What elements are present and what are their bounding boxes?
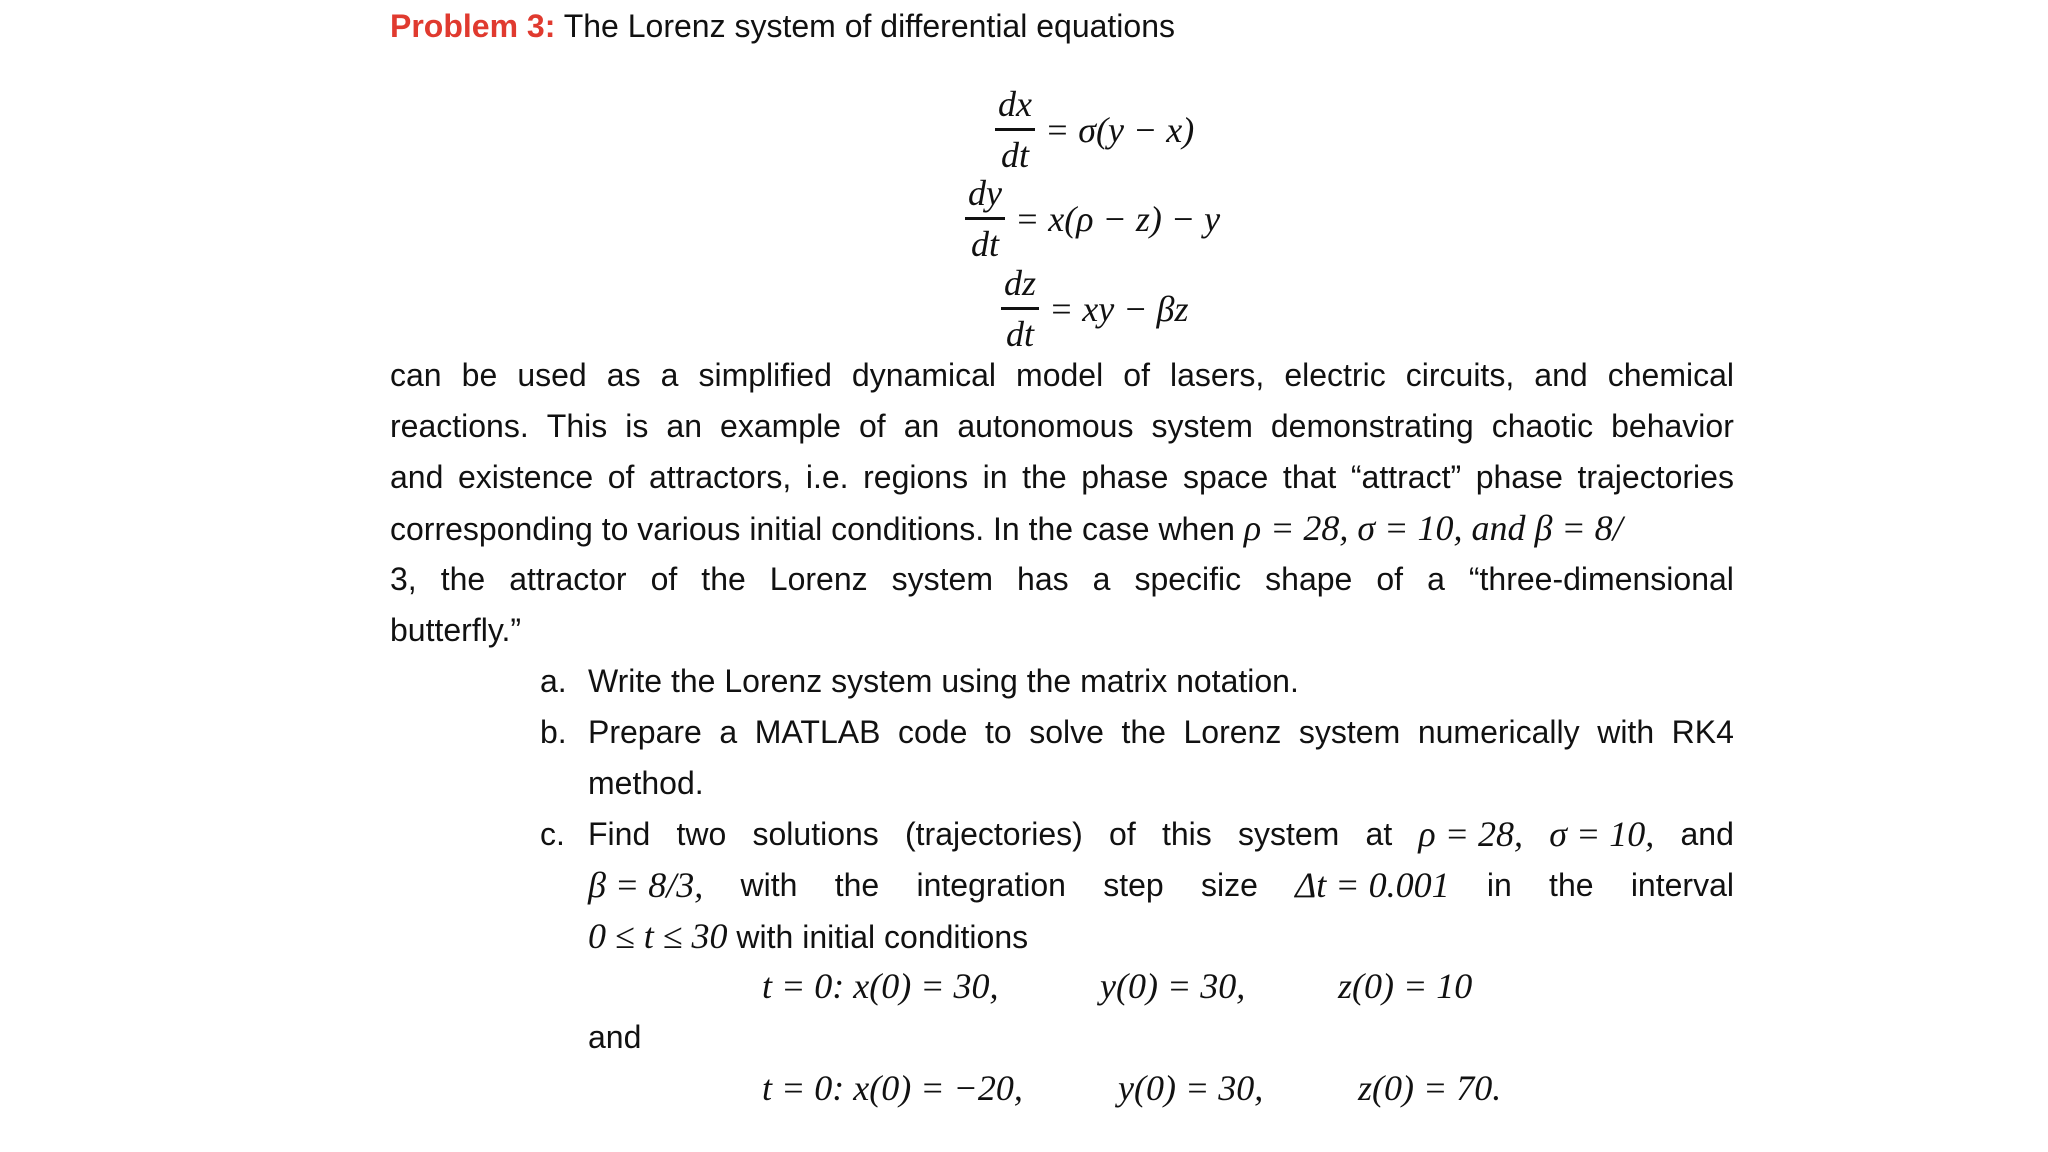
paragraph-line — [390, 401, 1734, 452]
fraction-denominator: dt — [1000, 135, 1029, 175]
word: an — [903, 408, 940, 444]
word: regions — [863, 459, 969, 495]
equation-dy — [965, 171, 1220, 266]
word: a — [1092, 561, 1111, 597]
word: system — [1298, 714, 1401, 750]
problem-heading — [390, 6, 1175, 46]
paragraph-text: butterfly.” — [390, 612, 521, 648]
word: dynamical — [851, 357, 996, 393]
word: system — [1237, 816, 1340, 852]
word: MATLAB — [754, 714, 881, 750]
word: system — [891, 561, 993, 597]
word: in — [1486, 867, 1512, 903]
word: the — [1022, 459, 1067, 495]
word: solve — [1029, 714, 1104, 750]
word: an — [666, 408, 702, 444]
paragraph-line — [390, 554, 1734, 605]
word: phase — [1475, 459, 1563, 495]
word: of — [650, 561, 678, 597]
fraction-denominator: dt — [970, 224, 999, 264]
fraction-dy-dt — [965, 171, 1005, 266]
word: that — [1282, 459, 1337, 495]
word: has — [1017, 561, 1069, 597]
word: interval — [1630, 867, 1734, 903]
word: the — [1549, 867, 1594, 903]
condition-1-y: y(0) = 30, — [1100, 966, 1246, 1006]
word: example — [720, 408, 841, 444]
word: step — [1103, 867, 1164, 903]
word: a — [719, 714, 738, 750]
word: Lorenz — [1183, 714, 1282, 750]
fraction-dx-dt — [995, 82, 1035, 177]
equation-rhs: = xy − βz — [1049, 288, 1189, 329]
paragraph-line — [390, 605, 1734, 656]
word: “three-dimensional — [1468, 561, 1734, 597]
word: (trajectories) — [905, 816, 1083, 852]
word: can — [390, 357, 442, 393]
list-item-text: Write the Lorenz system using the matrix notation. — [588, 663, 1299, 699]
paragraph-line — [390, 452, 1734, 503]
word: phase — [1081, 459, 1169, 495]
fraction-dz-dt — [1001, 261, 1039, 356]
list-item-line — [588, 809, 1734, 860]
condition-2-t: t = 0: x(0) = −20, — [762, 1068, 1023, 1108]
list-item-line — [588, 860, 1734, 911]
paragraph-line — [390, 503, 1734, 554]
parameter-values: ρ = 28, σ = 10, and β = 8/ — [1243, 508, 1623, 548]
word: autonomous — [957, 408, 1134, 444]
list-item-body — [588, 809, 1734, 962]
equation-rhs: = x(ρ − z) − y — [1014, 198, 1221, 239]
word: trajectories — [1577, 459, 1734, 495]
word: demonstrating — [1270, 408, 1474, 444]
word: two — [676, 816, 727, 852]
word: a — [1427, 561, 1445, 597]
fraction-denominator: dt — [1006, 314, 1035, 354]
word: existence — [457, 459, 594, 495]
word: of — [1123, 357, 1150, 393]
word: in — [982, 459, 1008, 495]
word: as — [606, 357, 641, 393]
condition-2-z: z(0) = 70. — [1358, 1068, 1502, 1108]
condition-1-z: z(0) = 10 — [1338, 966, 1473, 1006]
word: the — [440, 561, 486, 597]
paragraph-line — [390, 350, 1734, 401]
interval-math: 0 ≤ t ≤ 30 — [588, 916, 728, 956]
list-item-line — [588, 707, 1734, 758]
word: is — [625, 408, 649, 444]
word: integration — [916, 867, 1066, 903]
word: solutions — [752, 816, 879, 852]
list-item-body — [588, 707, 1734, 809]
equation-rhs: = σ(y − x) — [1044, 109, 1195, 150]
word: Find — [588, 816, 651, 852]
word: of — [859, 408, 886, 444]
list-item-c — [540, 809, 1734, 962]
word: 3, — [390, 561, 417, 597]
word: size — [1200, 867, 1258, 903]
word: circuits, — [1405, 357, 1515, 393]
problem-title: The Lorenz system of differential equations — [555, 8, 1175, 44]
word: Prepare — [588, 714, 702, 750]
word: simplified — [698, 357, 832, 393]
word: the — [1121, 714, 1166, 750]
list-item-text: with initial conditions — [727, 919, 1029, 955]
word: a — [660, 357, 679, 393]
fraction-numerator: dy — [965, 171, 1005, 220]
word: of — [607, 459, 635, 495]
word: code — [897, 714, 968, 750]
word: system — [1151, 408, 1253, 444]
list-marker: c. — [540, 816, 565, 852]
list-item-text: method. — [588, 765, 704, 801]
word: electric — [1284, 357, 1386, 393]
equation-dz — [1001, 261, 1189, 356]
word: i.e. — [805, 459, 849, 495]
word: and — [1680, 816, 1734, 852]
word: attractors, — [649, 459, 792, 495]
word: lasers, — [1170, 357, 1265, 393]
word: behavior — [1611, 408, 1734, 444]
word: chemical — [1607, 357, 1734, 393]
word: model — [1016, 357, 1104, 393]
word: RK4 — [1671, 714, 1734, 750]
word: and — [1534, 357, 1588, 393]
word: “attract” — [1350, 459, 1462, 495]
condition-1-t: t = 0: x(0) = 30, — [762, 966, 999, 1006]
condition-2-y: y(0) = 30, — [1118, 1068, 1264, 1108]
word: of — [1109, 816, 1136, 852]
word: Lorenz — [769, 561, 868, 597]
word: ρ = 28, — [1418, 814, 1523, 854]
word: used — [517, 357, 587, 393]
list-item-line — [588, 758, 1734, 809]
list-item-line — [588, 911, 1734, 962]
fraction-numerator: dz — [1001, 261, 1039, 310]
word: the — [701, 561, 746, 597]
word: space — [1182, 459, 1269, 495]
word: This — [546, 408, 608, 444]
word: shape — [1265, 561, 1353, 597]
list-marker: a. — [540, 663, 567, 699]
and-connector: and — [588, 1019, 642, 1055]
problem-label: Problem 3: — [390, 8, 556, 44]
fraction-numerator: dx — [995, 82, 1035, 131]
word: to — [984, 714, 1012, 750]
word: attractor — [509, 561, 627, 597]
word: numerically — [1417, 714, 1580, 750]
list-marker: b. — [540, 714, 567, 750]
word: this — [1161, 816, 1212, 852]
word: be — [461, 357, 498, 393]
equation-dx — [995, 82, 1194, 177]
word: β = 8/3, — [588, 865, 704, 905]
word: with — [740, 867, 798, 903]
body-paragraph — [390, 350, 1734, 656]
word: of — [1376, 561, 1404, 597]
word: and — [390, 459, 444, 495]
word: reactions. — [390, 408, 529, 444]
word: at — [1365, 816, 1393, 852]
word: Δt = 0.001 — [1295, 865, 1450, 905]
list-item-a — [540, 656, 1734, 707]
word: specific — [1134, 561, 1242, 597]
word: σ = 10, — [1549, 814, 1655, 854]
word: with — [1597, 714, 1655, 750]
word: the — [834, 867, 880, 903]
word: chaotic — [1491, 408, 1594, 444]
paragraph-text: corresponding to various initial conditions. In the case when — [390, 511, 1244, 547]
list-item-b — [540, 707, 1734, 809]
